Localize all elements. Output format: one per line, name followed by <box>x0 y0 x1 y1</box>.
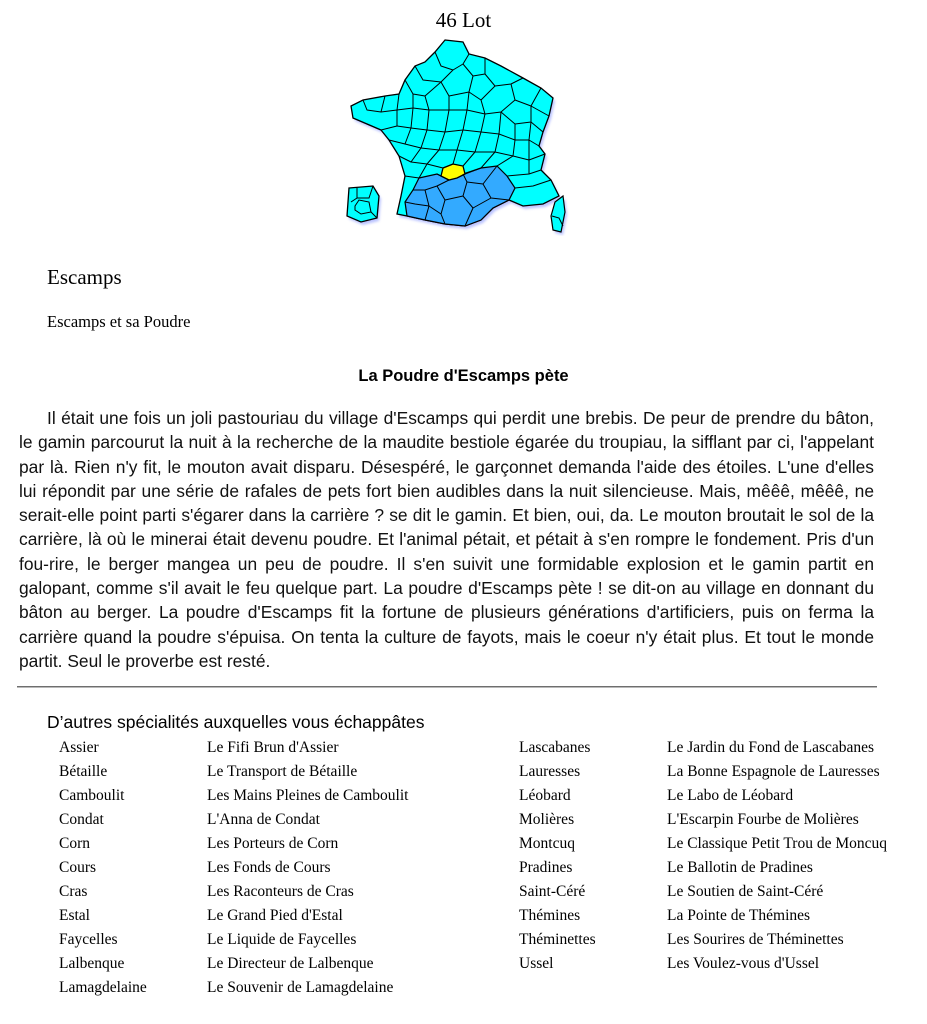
town-name: Pradines <box>519 859 573 876</box>
france-map-image <box>345 36 585 236</box>
specialty-name: Les Porteurs de Corn <box>207 835 339 852</box>
town-name: Camboulit <box>59 787 125 804</box>
table-row <box>519 808 887 832</box>
horizontal-rule <box>17 686 877 688</box>
table-row <box>59 952 408 976</box>
specialty-name: Le Classique Petit Trou de Moncuq <box>667 835 888 852</box>
table-row <box>519 880 887 904</box>
town-name: Léobard <box>519 787 571 804</box>
specialty-name: L'Escarpin Fourbe de Molières <box>667 811 859 828</box>
specialty-name: Le Transport de Bétaille <box>207 763 358 780</box>
table-row <box>59 880 408 904</box>
town-subtitle: Escamps et sa Poudre <box>47 312 191 331</box>
department-title: 46 Lot <box>435 8 492 32</box>
town-name: Cours <box>59 859 97 876</box>
town-name: Cras <box>59 883 88 900</box>
table-row <box>59 736 408 760</box>
specialty-name: Les Sourires de Théminettes <box>667 931 844 948</box>
town-name: Bétaille <box>59 763 108 780</box>
specialty-name: Les Mains Pleines de Camboulit <box>207 787 409 804</box>
specialty-name: Le Liquide de Faycelles <box>207 931 357 948</box>
table-row <box>59 856 408 880</box>
specialty-name: Les Raconteurs de Cras <box>207 883 354 900</box>
table-row <box>519 952 887 976</box>
corsica <box>551 196 565 232</box>
paris-inset <box>347 186 379 222</box>
specialty-name: Le Directeur de Lalbenque <box>207 955 374 972</box>
specialty-name: Les Fonds de Cours <box>207 859 331 876</box>
town-title: Escamps <box>47 265 122 289</box>
town-name: Lascabanes <box>519 739 591 756</box>
specialty-name: Le Jardin du Fond de Lascabanes <box>667 739 875 756</box>
story-title: La Poudre d'Escamps pète <box>358 367 569 385</box>
town-name: Lalbenque <box>59 955 125 972</box>
town-name: Molières <box>519 811 575 828</box>
town-name: Condat <box>59 811 104 828</box>
specialty-name: L'Anna de Condat <box>207 811 320 828</box>
town-name: Assier <box>59 739 99 756</box>
specialty-name: Le Ballotin de Pradines <box>667 859 813 876</box>
town-name: Corn <box>59 835 90 852</box>
table-row <box>59 928 408 952</box>
town-name: Montcuq <box>519 835 575 852</box>
table-row <box>519 760 887 784</box>
town-name: Lauresses <box>519 763 581 780</box>
specialty-name: Le Soutien de Saint-Céré <box>667 883 824 900</box>
table-row <box>59 976 408 1000</box>
specialty-name: La Bonne Espagnole de Lauresses <box>667 763 880 780</box>
table-row <box>519 736 887 760</box>
town-name: Thémines <box>519 907 581 924</box>
specialty-name: Les Voulez-vous d'Ussel <box>667 955 820 972</box>
specialty-name: La Pointe de Thémines <box>667 907 811 924</box>
town-name: Lamagdelaine <box>59 979 147 996</box>
table-row <box>519 856 887 880</box>
town-name: Ussel <box>519 955 554 972</box>
town-name: Saint-Céré <box>519 883 586 900</box>
other-specialties-heading: D’autres spécialités auxquelles vous échappâtes <box>47 712 425 732</box>
specialty-name: Le Labo de Léobard <box>667 787 794 804</box>
story-text: Il était une fois un joli pastouriau du village d'Escamps qui perdit une brebis. De peur de prendre du bâton, le gamin parcourut la nuit à la recherche de la maudite bestiole égarée du troupiau, la sifflant par ci, l'appelant par là. Rien n'y fit, le mouton avait disparu. Désespéré, le garçonnet demanda l'aide des étoiles. L'une d'elles lui répondit par une série de rafales de pets fort bien audibles dans la nuit silencieuse. Mais, mêêê, mêêê, ne serait-elle point parti s'égarer dans la carrière ? se dit le gamin. Et bien, oui, da. Le mouton broutait le sol de la carrière, là où le minerai était devenu poudre. Et l'animal pétait, et pétait à s'en rompre le fondement. Pris d'un fou-rire, le berger mangea un peu de poudre. Il s'en suivit une formidable explosion et le gamin partit en galopant, comme s'il avait le feu quelque part. La poudre d'Escamps pète ! se dit-on au village en donnant du bâton au berger. La poudre d'Escamps fit la fortune de plusieurs générations d'artificiers, puis on ferma la carrière quand la poudre s'épuisa. On tenta la culture de fayots, mais le coeur n'y était plus. Et tout le monde partit. Seul le proverbe est resté. <box>19 408 874 671</box>
table-row <box>59 808 408 832</box>
table-row <box>519 928 887 952</box>
specialties-table-left <box>59 736 408 1000</box>
specialty-name: Le Souvenir de Lamagdelaine <box>207 979 394 996</box>
town-name: Faycelles <box>59 931 118 948</box>
table-row <box>519 904 887 928</box>
france-map <box>345 36 585 236</box>
specialties-table-right <box>519 736 887 976</box>
table-row <box>59 760 408 784</box>
specialty-name: Le Grand Pied d'Estal <box>207 907 343 924</box>
table-row <box>519 832 887 856</box>
table-row <box>59 904 408 928</box>
table-row <box>59 784 408 808</box>
table-row <box>59 832 408 856</box>
town-name: Estal <box>59 907 90 924</box>
specialty-name: Le Fifi Brun d'Assier <box>207 739 339 756</box>
town-name: Théminettes <box>519 931 596 948</box>
table-row <box>519 784 887 808</box>
